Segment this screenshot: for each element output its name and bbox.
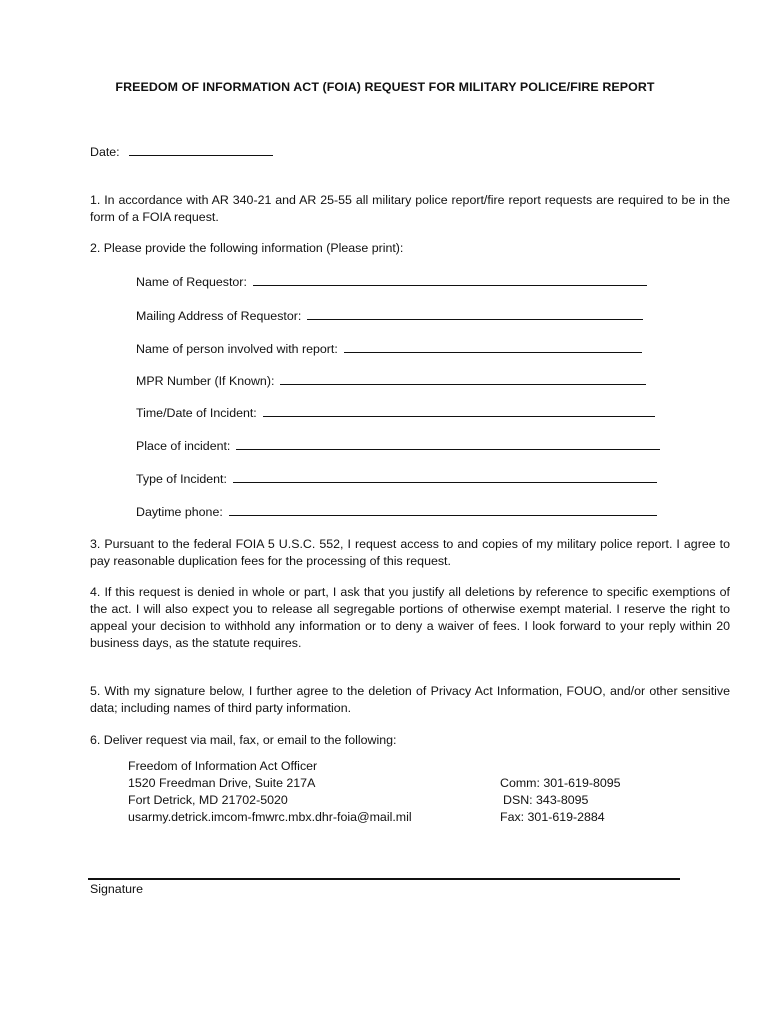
field-line[interactable] <box>307 307 643 320</box>
signature-line[interactable] <box>88 878 680 880</box>
field-name-of-requestor <box>136 273 647 289</box>
field-mailing-address <box>136 307 643 323</box>
field-label: Daytime phone: <box>136 505 223 519</box>
field-person-involved <box>136 340 642 356</box>
address-line-office: Freedom of Information Act Officer <box>128 759 318 773</box>
paragraph-5: 5. With my signature below, I further agree to the deletion of Privacy Act Information, FOUO, and/or other sensitive data; including names of third party information. <box>90 684 730 715</box>
field-place-of-incident <box>136 437 660 453</box>
field-type-of-incident <box>136 470 657 486</box>
date-label: Date: <box>90 145 120 159</box>
field-label: Mailing Address of Requestor: <box>136 309 302 323</box>
date-row <box>90 143 273 159</box>
field-label: Time/Date of Incident: <box>136 406 257 420</box>
field-label: Place of incident: <box>136 439 231 453</box>
field-line[interactable] <box>229 503 657 516</box>
field-daytime-phone <box>136 503 657 519</box>
contact-numbers-block <box>500 775 621 826</box>
contact-comm: Comm: 301-619-8095 <box>500 776 621 790</box>
field-line[interactable] <box>280 372 646 385</box>
field-line[interactable] <box>236 437 660 450</box>
date-line[interactable] <box>129 143 273 156</box>
paragraph-4: 4. If this request is denied in whole or part, I ask that you justify all deletions by reference to specific exemptions of the act. I will also expect you to release all segregable portions of otherwise exempt material. I reserve the right to appeal your decision to withhold any information or to deny a waiver of fees. I look forward to your reply within 20 business days, as the statute requires. <box>90 585 730 650</box>
address-line-city: Fort Detrick, MD 21702-5020 <box>128 793 288 807</box>
field-label: Name of Requestor: <box>136 275 247 289</box>
contact-fax: Fax: 301-619-2884 <box>500 810 605 824</box>
paragraph-3: 3. Pursuant to the federal FOIA 5 U.S.C. 552, I request access to and copies of my military police report. I agree to pay reasonable duplication fees for the processing of this request. <box>90 537 730 568</box>
address-line-email: usarmy.detrick.imcom-fmwrc.mbx.dhr-foia@mail.mil <box>128 810 412 824</box>
field-label: MPR Number (If Known): <box>136 374 275 388</box>
document-title: FREEDOM OF INFORMATION ACT (FOIA) REQUEST FOR MILITARY POLICE/FIRE REPORT <box>115 80 655 94</box>
paragraph-1: 1. In accordance with AR 340-21 and AR 25-55 all military police report/fire report requests are required to be in the form of a FOIA request. <box>90 193 730 224</box>
field-time-date <box>136 404 655 420</box>
field-line[interactable] <box>263 404 655 417</box>
signature-label: Signature <box>90 882 144 896</box>
field-label: Type of Incident: <box>136 472 227 486</box>
address-line-street: 1520 Freedman Drive, Suite 217A <box>128 776 316 790</box>
field-line[interactable] <box>253 273 647 286</box>
field-label: Name of person involved with report: <box>136 342 338 356</box>
field-line[interactable] <box>344 340 642 353</box>
field-mpr-number <box>136 372 646 388</box>
paragraph-2: 2. Please provide the following information (Please print): <box>90 241 404 255</box>
field-line[interactable] <box>233 470 657 483</box>
mailing-address-block <box>128 758 412 826</box>
paragraph-6: 6. Deliver request via mail, fax, or email to the following: <box>90 733 397 747</box>
contact-dsn: DSN: 343-8095 <box>503 793 589 807</box>
